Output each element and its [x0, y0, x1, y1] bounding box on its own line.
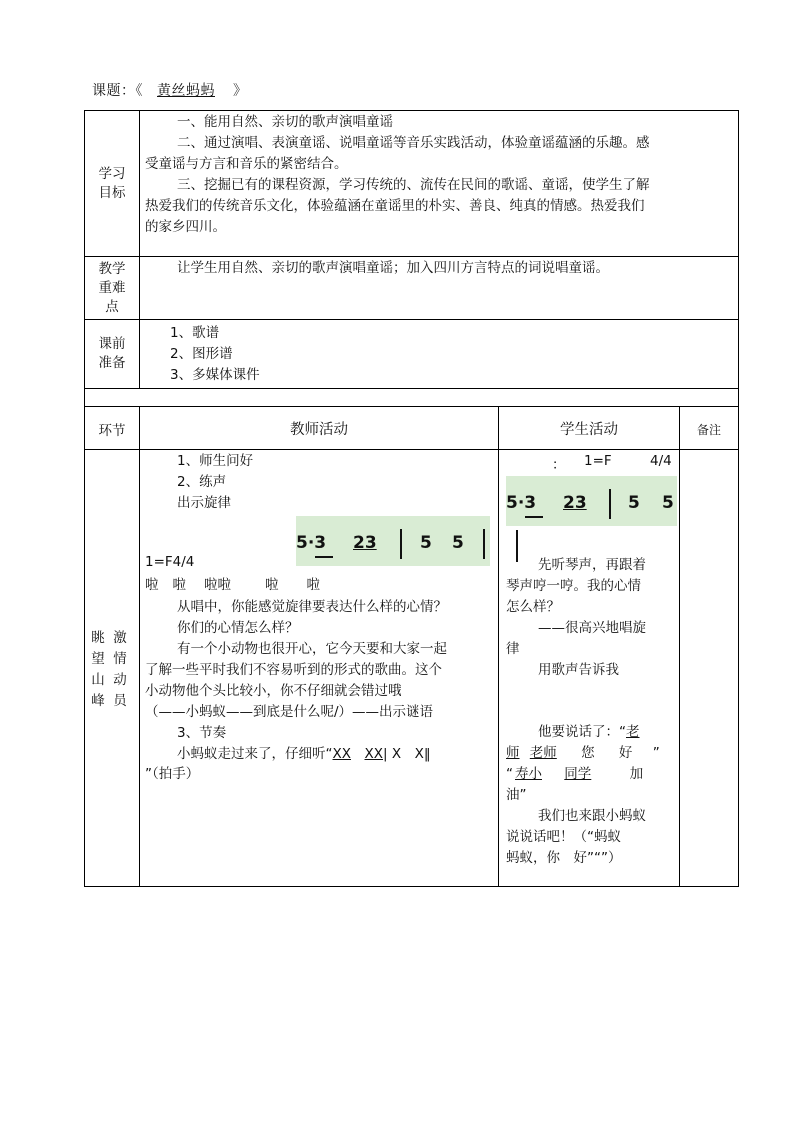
speak-line-1: 他要说话了：“老 [538, 724, 640, 740]
speak-line-2: 师 老师 您 好 ” [506, 745, 660, 761]
col-header-stage: 环节 [98, 423, 126, 439]
prep-label: 课前 准备 [98, 336, 126, 371]
note-5-3: 5·3 [296, 533, 327, 553]
note-5: 5 [420, 533, 432, 553]
note-23: 23 [563, 493, 587, 513]
student-time: 4/4 [650, 453, 672, 469]
note-5: 5 [628, 493, 640, 513]
teacher-key: 1=F4/4 [145, 554, 195, 570]
note-5: 5 [662, 493, 674, 513]
speak-line-3: “ 寿小 同学 加 [506, 766, 644, 782]
lesson-name: 黄丝蚂蚂 [157, 83, 215, 99]
col-header-notes: 备注 [696, 423, 721, 437]
col-header-teacher: 教师活动 [290, 422, 348, 438]
goals-label: 学习 目标 [98, 166, 126, 201]
teacher-melody-notation [296, 516, 490, 566]
list-item: 1、歌谱 [170, 325, 220, 341]
col-header-student: 学生活动 [560, 422, 618, 438]
student-key: 1=F [584, 453, 612, 469]
note-5: 5 [452, 533, 464, 553]
rhythm-line: 小蚂蚁走过来了，仔细听“XX XX| X X‖ [177, 746, 431, 762]
title-suffix: 》 [233, 83, 248, 99]
list-item: 3、多媒体课件 [170, 367, 260, 383]
difficulty-label: 教学 重难 点 [98, 261, 126, 315]
note-23: 23 [353, 533, 377, 553]
la-syllables: 啦 啦 啦啦 啦 啦 [145, 577, 320, 593]
difficulty-content: 让学生用自然、亲切的歌声演唱童谣；加入四川方言特点的词说唱童谣。 [177, 260, 609, 276]
note-5-3: 5·3 [506, 493, 537, 513]
title-prefix: 课题：《 [92, 83, 143, 99]
lesson-title [92, 80, 248, 100]
student-melody-notation [506, 476, 677, 526]
list-item: 2、图形谱 [170, 346, 233, 362]
